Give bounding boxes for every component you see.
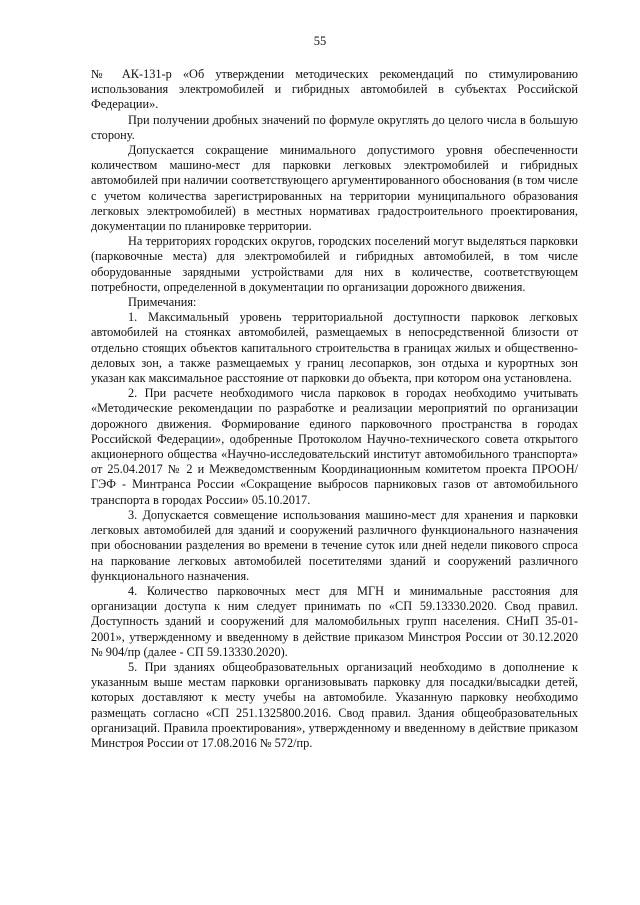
paragraph-reduction-allowed: Допускается сокращение минимального допустимого уровня обеспеченности количеством машино-мест для парковки легковых электромобилей и гибридных автомобилей при наличии соответствующего аргументированного обоснования (в том числе с учетом количества зарегистрированных на территории муниципального образования легковых электромобилей) в местных нормативах градостроительного проектирования, документации по планировке территории. [91, 143, 578, 234]
note-3: 3. Допускается совмещение использования машино-мест для хранения и парковки легковых автомобилей для зданий и сооружений различного функционального назначения при обосновании разделения во времени в течение суток или дней недели пикового спроса на паркование легковых автомобилей посетителями зданий и сооружений различного функционального назначения. [91, 507, 578, 583]
note-5: 5. При зданиях общеобразовательных организаций необходимо в дополнение к указанным выше местам парковки организовывать парковку для посадки/высадки детей, которых доставляют к месту учебы на автомобиле. Указанную парковку необходимо размещать согласно «СП 251.1325800.2016. Свод правил. Здания общеобразовательных организаций. Правила проектирования», утвержденному и введенному в действие приказом Минстроя России от 17.08.2016 № 572/пр. [91, 659, 578, 750]
paragraph-rounding-rule: При получении дробных значений по формуле округлять до целого числа в большую сторону. [91, 112, 578, 142]
paragraph-ev-parking: На территориях городских округов, городских поселений могут выделяться парковки (парковочные места) для электромобилей и гибридных автомобилей, в том числе оборудованные зарядными устройствами для них в количестве, соответствующем потребности, определенной в документации по организации дорожного движения. [91, 234, 578, 294]
page-number: 55 [313, 34, 327, 48]
paragraph-continuation: № АК-131-р «Об утверждении методических рекомендаций по стимулированию использования электромобилей и гибридных автомобилей в субъектах Российской Федерации». [91, 67, 578, 112]
note-4: 4. Количество парковочных мест для МГН и минимальные расстояния для организации доступа к ним следует принимать по «СП 59.13330.2020. Свод правил. Доступность зданий и сооружений для маломобильных групп населения. СНиП 35-01-2001», утвержденному и введенному в действие приказом Минстроя России от 30.12.2020 № 904/пр (далее - СП 59.13330.2020). [91, 583, 578, 659]
notes-heading: Примечания: [128, 295, 197, 310]
document-body [91, 67, 578, 751]
note-1: 1. Максимальный уровень территориальной доступности парковок легковых автомобилей на стоянках автомобилей, размещаемых в непосредственной близости от отдельно стоящих объектов капитального строительства в границах жилых и общественно-деловых зон, а также размещаемых у границ лесопарков, зон отдыха и курортных зон указан как максимальное расстояние от парковки до объекта, при котором она установлена. [91, 310, 578, 386]
note-2: 2. При расчете необходимого числа парковок в городах необходимо учитывать «Методические рекомендации по разработке и реализации мероприятий по организации дорожного движения. Формирование единого парковочного пространства в городах Российской Федерации», одобренные Протоколом Научно-технического совета открытого акционерного общества «Научно-исследовательский институт автомобильного транспорта» от 25.04.2017 № 2 и Межведомственным Координационным комитетом проекта ПРООН/ГЭФ - Минтранса России «Сокращение выбросов парниковых газов от автомобильного транспорта в городах России» 05.10.2017. [91, 386, 578, 507]
